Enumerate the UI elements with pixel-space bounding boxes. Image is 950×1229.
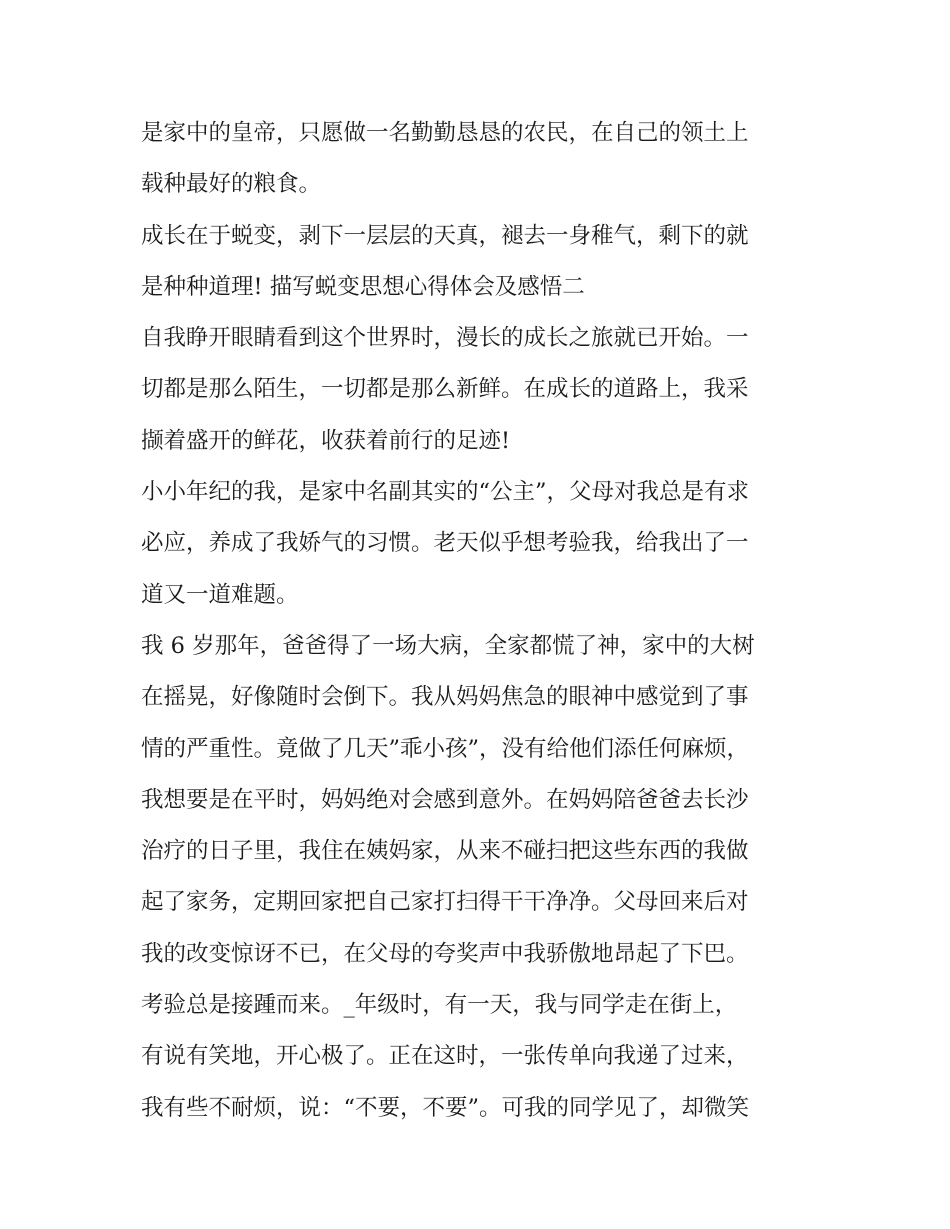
text-line: 起了家务，定期回家把自己家打扫得干干净净。父母回来后对 <box>141 889 749 916</box>
body-text <box>141 108 821 1134</box>
text-line: 成长在于蜕变，剥下一层层的天真，褪去一身稚气，剩下的就 <box>141 222 749 249</box>
text-line: 有说有笑地，开心极了。正在这时，一张传单向我递了过来， <box>141 1043 749 1070</box>
text-line: 是种种道理! 描写蜕变思想心得体会及感悟二 <box>141 273 585 300</box>
text-line: 我的改变惊讶不已，在父母的夸奖声中我骄傲地昂起了下巴。 <box>141 940 749 967</box>
text-line: 自我睁开眼睛看到这个世界时，漫长的成长之旅就已开始。一 <box>141 325 749 352</box>
text-line: 载种最好的粮食。 <box>141 171 322 198</box>
text-line: 在摇晃，好像随时会倒下。我从妈妈焦急的眼神中感觉到了事 <box>141 684 749 711</box>
text-line: 我想要是在平时，妈妈绝对会感到意外。在妈妈陪爸爸去长沙 <box>141 786 749 813</box>
text-line: 我有些不耐烦，说：“不要，不要”。可我的同学见了，却微笑 <box>141 1094 750 1121</box>
text-line: 切都是那么陌生，一切都是那么新鲜。在成长的道路上，我采 <box>141 376 749 403</box>
text-line: 小小年纪的我，是家中名副其实的“公主”，父母对我总是有求 <box>141 479 750 506</box>
text-line: 我 6 岁那年，爸爸得了一场大病，全家都慌了神，家中的大树 <box>141 632 755 659</box>
text-line: 道又一道难题。 <box>141 581 299 608</box>
text-line: 是家中的皇帝，只愿做一名勤勤恳恳的农民，在自己的领土上 <box>141 120 749 146</box>
text-line: 撷着盛开的鲜花，收获着前行的足迹! <box>141 427 511 454</box>
text-line: 治疗的日子里，我住在姨妈家，从来不碰扫把这些东西的我做 <box>141 838 749 865</box>
text-line: 考验总是接踵而来。_年级时，有一天，我与同学走在街上， <box>141 992 738 1019</box>
text-line: 情的严重性。竟做了几天”乖小孩”，没有给他们添任何麻烦， <box>141 735 750 762</box>
text-line: 必应，养成了我娇气的习惯。老天似乎想考验我，给我出了一 <box>141 530 749 557</box>
